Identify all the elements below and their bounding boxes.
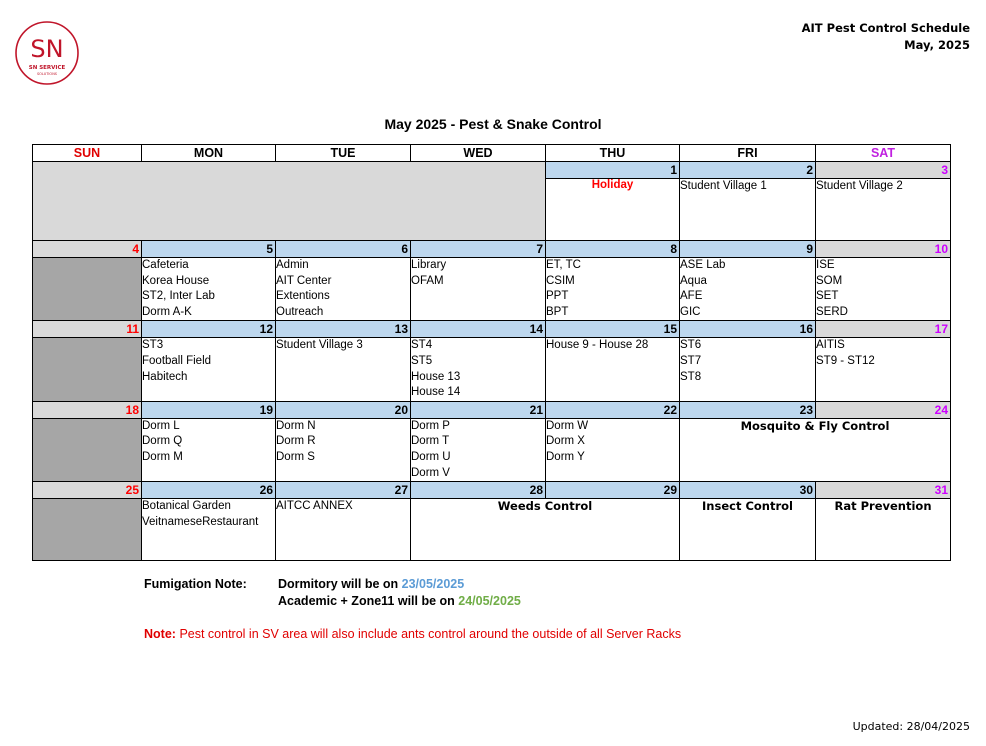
dormitory-fumigation-line — [278, 577, 464, 591]
date-15: 15 — [546, 321, 680, 338]
date-28: 28 — [411, 482, 546, 499]
day-header-mon: MON — [142, 145, 276, 162]
task-item: Extentions — [276, 290, 330, 303]
updated-date: Updated: 28/04/2025 — [852, 720, 970, 733]
sunday-cell — [33, 418, 142, 481]
task-item: AIT Center — [276, 274, 332, 287]
task-item: Dorm A-K — [142, 305, 192, 318]
week-5-body — [33, 499, 951, 561]
task-item: ISE — [816, 259, 835, 271]
date-24: 24 — [816, 401, 951, 418]
date-13: 13 — [276, 321, 411, 338]
week-1-dates — [33, 162, 951, 179]
cell-may-3 — [816, 179, 951, 241]
task-item: Dorm L — [142, 419, 180, 432]
note-label: Note: — [144, 627, 176, 641]
document-header — [802, 20, 970, 54]
task-item: Student Village 1 — [680, 180, 767, 192]
holiday-label: Holiday — [546, 179, 680, 241]
week-2-body — [33, 258, 951, 321]
task-item: Student Village 3 — [276, 339, 363, 352]
task-item: Dorm V — [411, 466, 450, 479]
task-item: House 14 — [411, 386, 461, 399]
task-item: Dorm W — [546, 419, 589, 432]
dormitory-text: Dormitory will be on — [278, 577, 399, 591]
task-item: GIC — [680, 305, 701, 318]
task-item: Outreach — [276, 305, 324, 318]
date-3: 3 — [816, 162, 951, 179]
date-30: 30 — [680, 482, 816, 499]
day-header-thu: THU — [546, 145, 680, 162]
task-item: ST3 — [142, 339, 164, 352]
weeds-control-cell: Weeds Control — [411, 499, 680, 561]
cell-may-9 — [680, 258, 816, 321]
cell-may-8 — [546, 258, 680, 321]
task-item: OFAM — [411, 274, 444, 287]
sunday-cell — [33, 499, 142, 561]
date-23: 23 — [680, 401, 816, 418]
date-9: 9 — [680, 241, 816, 258]
insect-control-cell: Insect Control — [680, 499, 816, 561]
date-16: 16 — [680, 321, 816, 338]
date-25: 25 — [33, 482, 142, 499]
note-text: Pest control in SV area will also include ants control around the outside of all Server Racks — [179, 627, 682, 641]
cell-may-22 — [546, 418, 680, 481]
week-5-dates — [33, 482, 951, 499]
task-item: ST9 - ST12 — [816, 354, 875, 367]
task-item: ST7 — [680, 354, 702, 367]
date-27: 27 — [276, 482, 411, 499]
task-item: ST2, Inter Lab — [142, 290, 215, 303]
sn-service-logo — [14, 20, 80, 86]
task-item: Dorm T — [411, 435, 450, 448]
cell-may-16 — [680, 338, 816, 401]
sunday-cell — [33, 338, 142, 401]
date-20: 20 — [276, 401, 411, 418]
date-18: 18 — [33, 401, 142, 418]
cell-may-27 — [276, 499, 411, 561]
week-3-dates — [33, 321, 951, 338]
date-10: 10 — [816, 241, 951, 258]
academic-fumigation-line — [278, 594, 521, 608]
task-item: Botanical Garden — [142, 500, 231, 513]
task-item: Student Village 2 — [816, 180, 903, 192]
header-line-1: AIT Pest Control Schedule — [801, 21, 970, 35]
task-item: Dorm N — [276, 419, 316, 432]
cell-may-26 — [142, 499, 276, 561]
task-item: ST4 — [411, 339, 433, 352]
cell-may-7 — [411, 258, 546, 321]
logo-name: SN SERVICE — [28, 65, 66, 71]
day-header-tue: TUE — [276, 145, 411, 162]
header-line-2: May, 2025 — [904, 38, 970, 52]
day-header-wed: WED — [411, 145, 546, 162]
logo-letters: SN — [30, 35, 64, 63]
day-header-fri: FRI — [680, 145, 816, 162]
task-item: Dorm P — [411, 419, 450, 432]
weekday-header-row — [33, 145, 951, 162]
task-item: Cafeteria — [142, 259, 189, 271]
cell-may-5 — [142, 258, 276, 321]
cell-may-12 — [142, 338, 276, 401]
date-14: 14 — [411, 321, 546, 338]
week-4-body — [33, 418, 951, 481]
date-29: 29 — [546, 482, 680, 499]
task-item: PPT — [546, 290, 569, 303]
week-3-body — [33, 338, 951, 401]
task-item: AFE — [680, 290, 703, 303]
day-header-sun: SUN — [33, 145, 142, 162]
cell-may-19 — [142, 418, 276, 481]
task-item: Aqua — [680, 274, 707, 287]
cell-may-10 — [816, 258, 951, 321]
week-2-dates — [33, 241, 951, 258]
mosquito-fly-control-cell: Mosquito & Fly Control — [680, 418, 951, 481]
date-11: 11 — [33, 321, 142, 338]
task-item: Habitech — [142, 370, 188, 383]
date-4: 4 — [33, 241, 142, 258]
date-2: 2 — [680, 162, 816, 179]
day-header-sat: SAT — [816, 145, 951, 162]
empty-days-block — [33, 162, 546, 241]
task-item: House 13 — [411, 370, 461, 383]
week-4-dates — [33, 401, 951, 418]
calendar-title: May 2025 - Pest & Snake Control — [384, 116, 602, 132]
task-item: Dorm X — [546, 435, 585, 448]
academic-date: 24/05/2025 — [458, 594, 521, 608]
task-item: Dorm Q — [142, 435, 183, 448]
date-22: 22 — [546, 401, 680, 418]
academic-text: Academic + Zone11 will be on — [278, 594, 455, 608]
cell-may-13 — [276, 338, 411, 401]
task-item: VeitnameseRestaurant — [142, 515, 259, 528]
date-17: 17 — [816, 321, 951, 338]
date-26: 26 — [142, 482, 276, 499]
date-7: 7 — [411, 241, 546, 258]
rat-prevention-cell: Rat Prevention — [816, 499, 951, 561]
task-item: SET — [816, 290, 839, 303]
cell-may-14 — [411, 338, 546, 401]
date-5: 5 — [142, 241, 276, 258]
task-item: ASE Lab — [680, 259, 726, 271]
task-item: CSIM — [546, 274, 575, 287]
task-item: Dorm Y — [546, 450, 585, 463]
task-item: BPT — [546, 305, 569, 318]
calendar-grid — [32, 144, 951, 561]
task-item: Football Field — [142, 354, 212, 367]
task-item: SERD — [816, 305, 848, 318]
date-8: 8 — [546, 241, 680, 258]
dormitory-date: 23/05/2025 — [401, 577, 465, 591]
date-31: 31 — [816, 482, 951, 499]
task-item: AITIS — [816, 339, 845, 352]
task-item: AITCC ANNEX — [276, 500, 353, 513]
cell-may-6 — [276, 258, 411, 321]
task-item: ST8 — [680, 370, 702, 383]
date-1: 1 — [546, 162, 680, 179]
cell-may-2 — [680, 179, 816, 241]
cell-may-17 — [816, 338, 951, 401]
sunday-cell — [33, 258, 142, 321]
task-item: Dorm R — [276, 435, 316, 448]
date-21: 21 — [411, 401, 546, 418]
fumigation-label: Fumigation Note: — [144, 577, 247, 591]
cell-may-21 — [411, 418, 546, 481]
server-rack-note — [144, 627, 681, 641]
date-19: 19 — [142, 401, 276, 418]
date-6: 6 — [276, 241, 411, 258]
task-item: ST5 — [411, 354, 433, 367]
date-12: 12 — [142, 321, 276, 338]
task-item: Dorm S — [276, 450, 315, 463]
task-item: Admin — [276, 259, 309, 271]
task-item: SOM — [816, 274, 843, 287]
cell-may-20 — [276, 418, 411, 481]
cell-may-15 — [546, 338, 680, 401]
task-item: House 9 - House 28 — [546, 339, 649, 352]
logo-tagline: SOLUTIONS — [36, 72, 58, 76]
task-item: Dorm M — [142, 450, 183, 463]
task-item: Library — [411, 259, 447, 271]
task-item: Korea House — [142, 274, 210, 287]
task-item: Dorm U — [411, 450, 451, 463]
task-item: ET, TC — [546, 259, 581, 271]
task-item: ST6 — [680, 339, 702, 352]
